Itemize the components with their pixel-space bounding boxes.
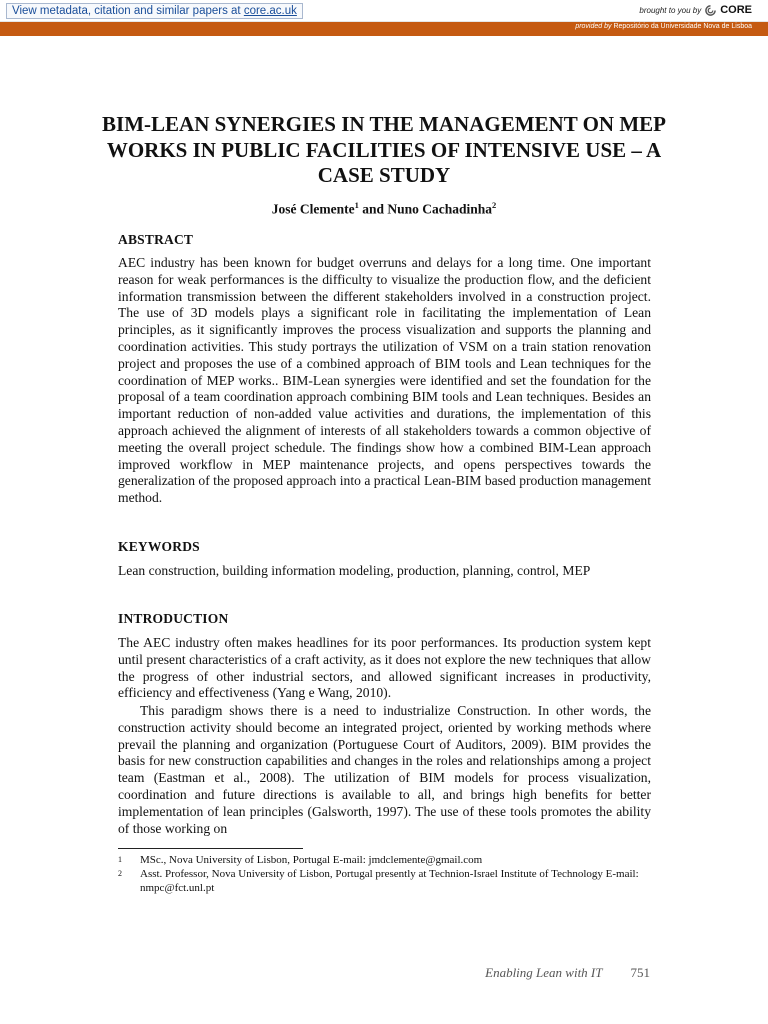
author-2: Nuno Cachadinha [387,201,493,217]
footnotes [118,853,648,895]
abstract-text: AEC industry has been known for budget overruns and delays for a long time. One important reason for weak performances is the difficulty to visualize the production flow, and the deficient information transmission between the different stakeholders involved in a construction project. The use of 3D models plays a significant role in facilitating the implementation of Lean principles, as it significantly improves the process visualization and supports the planning and coordination activities. This study portrays the utilization of VSM on a train station renovation project and proposes the use of a combined approach of BIM tools and Lean techniques for the coordination of MEP works.. BIM-Lean synergies were identified and set the foundation for the proposal of a team coordination approach combining BIM tools and Lean techniques. Besides an important reduction of non-added value activities and durations, the implementation of this approach achieved the alignment of interests of all stakeholders towards a common objective of meeting the overall project schedule. The findings show how a combined BIM-Lean approach improved workflow in MEP maintenance projects, and opens perspectives towards the generalization of the proposed approach into a practical Lean-BIM based production management method. [118,255,651,506]
paper-title: BIM-LEAN SYNERGIES IN THE MANAGEMENT ON MEP WORKS IN PUBLIC FACILITIES OF INTENSIVE USE – A CASE STUDY [102,112,666,187]
footnote-text: MSc., Nova University of Lisbon, Portugal E-mail: jmdclemente@gmail.com [140,854,483,866]
core-link-site: core.ac.uk [243,5,297,17]
footer-venue: Enabling Lean with IT [485,965,603,980]
core-metadata-link[interactable] [6,3,303,19]
footnote-text: Asst. Professor, Nova University of Lisbon, Portugal presently at Technion-Israel Institute of Technology E-mail: nmpc@fct.unl.pt [140,868,639,894]
author-1: José Clemente [271,201,355,217]
provided-by-label: provided by [575,23,612,30]
intro-paragraph-1: The AEC industry often makes headlines for its poor performances. Its production system kept until present characteristics of a craft activity, as it does not explore the new techniques that allow the progress of other industrial sectors, and allowed significant increases in productivity, efficiency and effectiveness (Yang e Wang, 2010). [118,635,651,701]
core-provider-bar [0,22,768,36]
footnote-mark: 1 [118,855,122,864]
footnote-1 [118,853,648,867]
footnote-divider [118,848,303,849]
core-brand[interactable] [639,4,752,16]
provider-name: Repositório da Universidade Nova de Lisboa [613,23,752,30]
page-footer [485,965,650,981]
author-1-mark: 1 [354,200,359,210]
provider-text[interactable] [575,23,752,30]
abstract-heading: ABSTRACT [118,232,194,247]
core-logo-icon [705,5,716,16]
brought-by-text: brought to you by [639,5,702,15]
introduction-heading: INTRODUCTION [118,611,229,626]
footnote-2 [118,867,648,895]
page-number: 751 [630,965,650,980]
author-2-mark: 2 [492,200,497,210]
footnote-mark: 2 [118,869,122,878]
intro-paragraph-2: This paradigm shows there is a need to industrialize Construction. In other words, the construction activity should become an integrated project, oriented by working methods where prevail the planning and organization (Portuguese Court of Auditors, 2009). BIM provides the basis for new construction capabilities and changes in the roles and relationships among a project team (Eastman et al., 2008). The utilization of BIM models for process visualization, coordination and future directions is available to all, and brings high benefits for better implementation of lean principles (Galsworth, 1997). The use of these tools promotes the ability of those working on [118,703,651,836]
keywords-heading: KEYWORDS [118,539,200,554]
keywords-text: Lean construction, building information modeling, production, planning, control, MEP [118,563,591,578]
core-banner [0,0,768,22]
core-link-prefix: View metadata, citation and similar papers at [12,5,244,17]
author-joiner: and [358,201,388,217]
core-brand-name: CORE [720,4,752,16]
paper-authors [100,200,668,218]
